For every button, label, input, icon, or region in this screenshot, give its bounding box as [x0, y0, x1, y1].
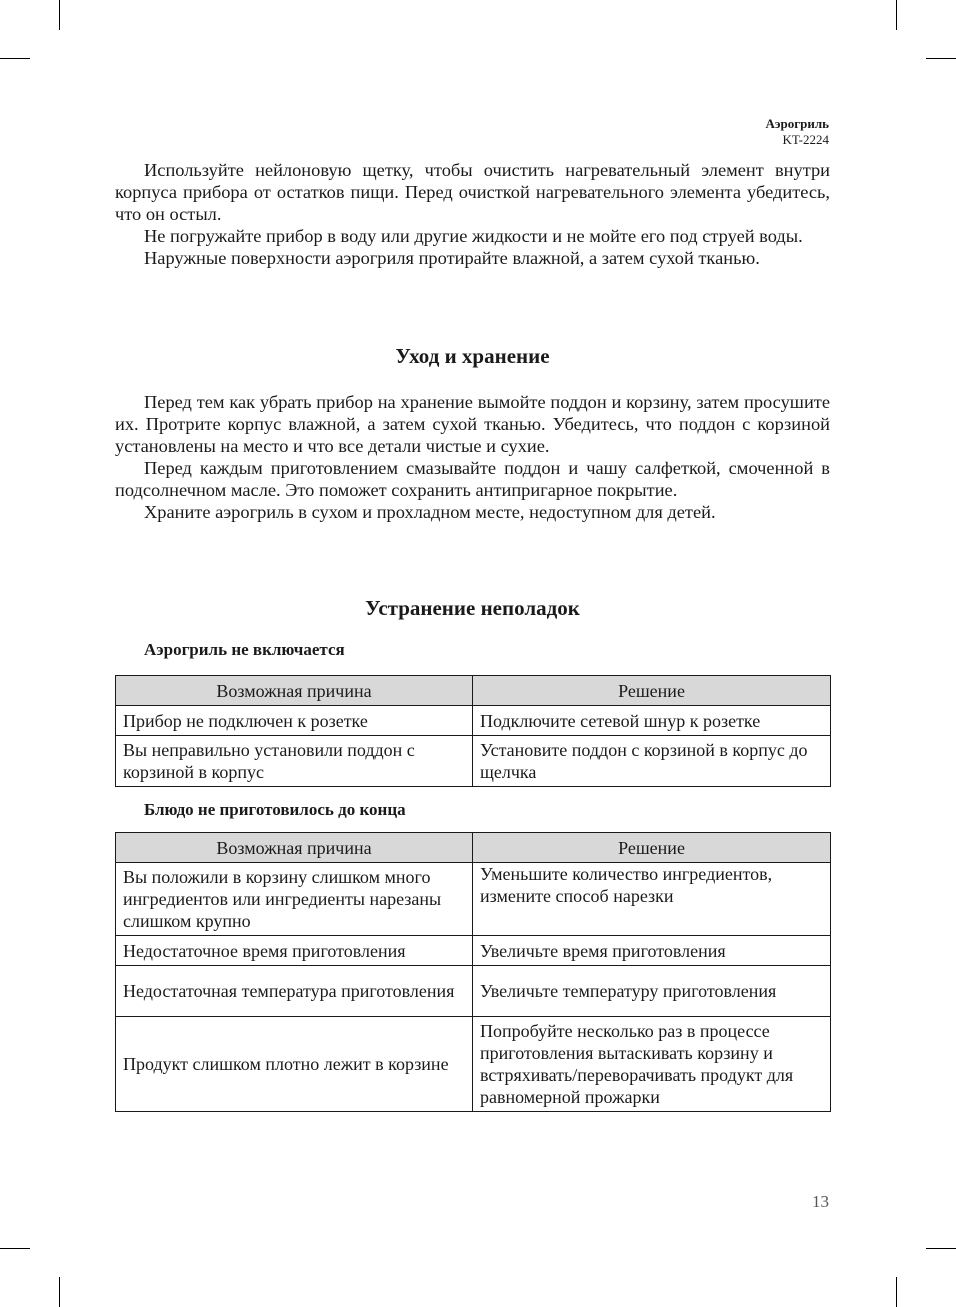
cause-cell: Прибор не подключен к розетке	[116, 706, 473, 736]
troubleshooting-table-power	[115, 675, 831, 787]
solution-cell: Увеличьте температуру приготовления	[473, 966, 831, 1017]
crop-mark	[926, 58, 956, 59]
solution-cell: Уменьшите количество ингредиентов, измените способ нарезки	[473, 863, 831, 936]
cause-cell: Вы неправильно установили поддон с корзиной в корпус	[116, 736, 473, 787]
cause-cell: Недостаточная температура приготовления	[116, 966, 473, 1017]
care-section-body	[115, 391, 830, 523]
crop-mark	[896, 0, 897, 30]
table1-heading: Аэрогриль не включается	[144, 640, 345, 659]
crop-mark	[59, 0, 60, 30]
page-content	[115, 159, 830, 1112]
crop-mark	[896, 1277, 897, 1307]
care-paragraph: Перед каждым приготовлением смазывайте поддон и чашу салфеткой, смоченной в подсолнечном масле. Это поможет сохранить антипригарное покрытие.	[115, 458, 830, 500]
column-header-solution: Решение	[473, 833, 831, 863]
table-row	[116, 736, 831, 787]
column-header-cause: Возможная причина	[116, 676, 473, 706]
crop-mark	[926, 1248, 956, 1249]
crop-mark	[0, 1248, 30, 1249]
running-header	[765, 116, 829, 148]
care-paragraph: Храните аэрогриль в сухом и прохладном месте, недоступном для детей.	[144, 502, 716, 522]
crop-mark	[0, 58, 30, 59]
table-row	[116, 706, 831, 736]
troubleshooting-section-title: Устранение неполадок	[365, 596, 580, 620]
cause-cell: Продукт слишком плотно лежит в корзине	[116, 1017, 473, 1112]
header-model: KT-2224	[782, 132, 829, 147]
intro-paragraph: Не погружайте прибор в воду или другие жидкости и не мойте его под струей воды.	[144, 226, 803, 246]
crop-mark	[59, 1277, 60, 1307]
column-header-solution: Решение	[473, 676, 831, 706]
care-paragraph: Перед тем как убрать прибор на хранение вымойте поддон и корзину, затем просушите их. Протрите корпус влажной, а затем сухой тканью. Убедитесь, что поддон с корзиной установлены на место и что все детали чистые и сухие.	[115, 392, 830, 456]
solution-cell: Увеличьте время приготовления	[473, 936, 831, 966]
intro-paragraph: Используйте нейлоновую щетку, чтобы очистить нагревательный элемент внутри корпуса прибора от остатков пищи. Перед очисткой нагревательного элемента убедитесь, что он остыл.	[115, 160, 830, 224]
table2-heading: Блюдо не приготовилось до конца	[144, 800, 406, 819]
care-section-title: Уход и хранение	[395, 344, 550, 368]
table-header-row	[116, 676, 831, 706]
intro-paragraph: Наружные поверхности аэрогриля протирайте влажной, а затем сухой тканью.	[144, 248, 760, 268]
table-row	[116, 1017, 831, 1112]
table-header-row	[116, 833, 831, 863]
solution-cell: Установите поддон с корзиной в корпус до щелчка	[473, 736, 831, 787]
header-brand: Аэрогриль	[765, 116, 829, 131]
column-header-cause: Возможная причина	[116, 833, 473, 863]
cause-cell: Вы положили в корзину слишком много ингредиентов или ингредиенты нарезаны слишком крупно	[116, 863, 473, 936]
table-row	[116, 863, 831, 936]
table-row	[116, 936, 831, 966]
page-number: 13	[812, 1192, 829, 1211]
cause-cell: Недостаточное время приготовления	[116, 936, 473, 966]
troubleshooting-table-undercooked	[115, 832, 831, 1112]
table-row	[116, 966, 831, 1017]
solution-cell: Попробуйте несколько раз в процессе приготовления вытаскивать корзину и встряхивать/переворачивать продукт для равномерной прожарки	[473, 1017, 831, 1112]
solution-cell: Подключите сетевой шнур к розетке	[473, 706, 831, 736]
